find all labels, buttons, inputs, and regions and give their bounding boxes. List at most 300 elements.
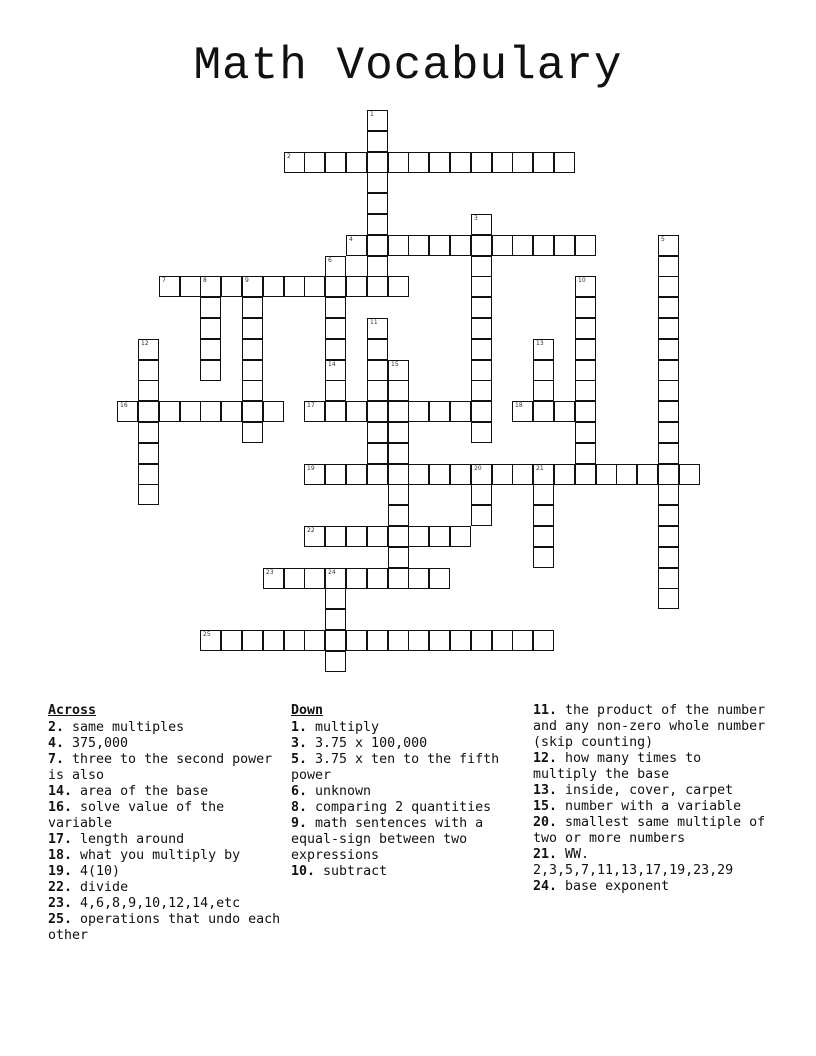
grid-cell[interactable] — [367, 568, 388, 589]
grid-cell[interactable] — [408, 152, 429, 173]
cell-number: 21 — [536, 465, 544, 472]
grid-cell[interactable] — [325, 276, 346, 297]
cell-number: 25 — [203, 631, 211, 638]
grid-cell[interactable] — [242, 339, 263, 360]
clue-item — [48, 784, 284, 800]
grid-cell[interactable] — [221, 630, 242, 651]
grid-cell[interactable] — [471, 339, 492, 360]
grid-cell[interactable] — [575, 464, 596, 485]
grid-cell[interactable] — [138, 422, 159, 443]
grid-cell[interactable] — [284, 568, 305, 589]
grid-cell[interactable] — [408, 630, 429, 651]
clue-text: divide — [72, 880, 129, 895]
grid-cell[interactable] — [471, 380, 492, 401]
clue-text: 4,6,8,9,10,12,14,etc — [72, 896, 241, 911]
clue-number: 23. — [48, 896, 73, 911]
grid-cell[interactable] — [200, 318, 221, 339]
grid-cell[interactable] — [325, 526, 346, 547]
grid-cell[interactable] — [388, 505, 409, 526]
grid-cell[interactable] — [388, 464, 409, 485]
grid-cell[interactable] — [492, 235, 513, 256]
grid-cell[interactable] — [200, 401, 221, 422]
grid-cell[interactable] — [533, 505, 554, 526]
grid-cell[interactable] — [658, 526, 679, 547]
grid-cell[interactable] — [554, 152, 575, 173]
clue-number: 9. — [291, 816, 308, 831]
grid-cell[interactable] — [284, 630, 305, 651]
grid-cell[interactable] — [242, 318, 263, 339]
grid-cell[interactable] — [658, 256, 679, 277]
grid-cell[interactable] — [388, 630, 409, 651]
grid-cell[interactable] — [388, 152, 409, 173]
clue-item — [291, 784, 527, 800]
clue-item — [533, 783, 769, 799]
clue-text: three to the second power is also — [48, 752, 273, 783]
grid-cell[interactable] — [367, 339, 388, 360]
grid-cell[interactable] — [512, 235, 533, 256]
clue-text: length around — [72, 832, 185, 847]
grid-cell[interactable] — [242, 401, 263, 422]
grid-cell[interactable] — [679, 464, 700, 485]
clue-item — [291, 800, 527, 816]
grid-cell[interactable] — [575, 276, 596, 297]
cell-number: 24 — [328, 569, 336, 576]
down-heading: Down — [291, 703, 324, 718]
down-clues — [291, 703, 527, 880]
grid-cell[interactable] — [388, 568, 409, 589]
clue-item — [48, 848, 284, 864]
grid-cell[interactable] — [221, 401, 242, 422]
grid-cell[interactable] — [304, 526, 325, 547]
grid-cell[interactable] — [346, 526, 367, 547]
grid-cell[interactable] — [658, 318, 679, 339]
grid-cell[interactable] — [408, 568, 429, 589]
grid-cell[interactable] — [533, 464, 554, 485]
down-clues-continued — [533, 703, 769, 895]
grid-cell[interactable] — [388, 235, 409, 256]
grid-cell[interactable] — [367, 318, 388, 339]
grid-cell[interactable] — [471, 297, 492, 318]
grid-cell[interactable] — [200, 339, 221, 360]
clue-text: 4(10) — [72, 864, 121, 879]
grid-cell[interactable] — [159, 401, 180, 422]
grid-cell[interactable] — [367, 131, 388, 152]
cell-number: 9 — [245, 277, 249, 284]
clue-item — [48, 864, 284, 880]
grid-cell[interactable] — [471, 256, 492, 277]
clue-text: subtract — [315, 864, 388, 879]
clue-number: 18. — [48, 848, 73, 863]
grid-cell[interactable] — [492, 464, 513, 485]
clue-text: 3.75 x ten to the fifth power — [291, 752, 500, 783]
grid-cell[interactable] — [533, 484, 554, 505]
grid-cell[interactable] — [471, 630, 492, 651]
clue-number: 22. — [48, 880, 73, 895]
cell-number: 7 — [162, 277, 166, 284]
grid-cell[interactable] — [450, 526, 471, 547]
grid-cell[interactable] — [242, 422, 263, 443]
cell-number: 19 — [307, 465, 315, 472]
clue-item — [291, 816, 527, 864]
grid-cell[interactable] — [575, 380, 596, 401]
grid-cell[interactable] — [450, 152, 471, 173]
grid-cell[interactable] — [471, 422, 492, 443]
grid-cell[interactable] — [533, 152, 554, 173]
grid-cell[interactable] — [533, 547, 554, 568]
grid-cell[interactable] — [471, 235, 492, 256]
clue-number: 20. — [533, 815, 558, 830]
grid-cell[interactable] — [367, 443, 388, 464]
clue-number: 7. — [48, 752, 65, 767]
grid-cell[interactable] — [388, 401, 409, 422]
grid-cell[interactable] — [429, 464, 450, 485]
cell-number: 22 — [307, 527, 315, 534]
grid-cell[interactable] — [533, 630, 554, 651]
grid-cell[interactable] — [658, 505, 679, 526]
clue-text: the product of the number and any non-zero whole number (skip counting) — [533, 703, 766, 750]
grid-cell[interactable] — [492, 152, 513, 173]
grid-cell[interactable] — [575, 360, 596, 381]
grid-cell[interactable] — [471, 401, 492, 422]
cell-number: 23 — [266, 569, 274, 576]
grid-cell[interactable] — [471, 318, 492, 339]
clue-text: solve value of the variable — [48, 800, 225, 831]
grid-cell[interactable] — [346, 152, 367, 173]
grid-cell[interactable] — [325, 339, 346, 360]
clue-item — [48, 832, 284, 848]
grid-cell[interactable] — [658, 588, 679, 609]
grid-cell[interactable] — [367, 152, 388, 173]
clue-item — [291, 752, 527, 784]
grid-cell[interactable] — [575, 422, 596, 443]
grid-cell[interactable] — [138, 380, 159, 401]
clue-number: 5. — [291, 752, 308, 767]
clue-text: WW. 2,3,5,7,11,13,17,19,23,29 — [533, 847, 734, 878]
grid-cell[interactable] — [367, 276, 388, 297]
grid-cell[interactable] — [325, 401, 346, 422]
cell-number: 4 — [349, 236, 353, 243]
grid-cell[interactable] — [575, 401, 596, 422]
grid-cell[interactable] — [450, 464, 471, 485]
grid-cell[interactable] — [180, 276, 201, 297]
grid-cell[interactable] — [138, 401, 159, 422]
clue-number: 1. — [291, 720, 308, 735]
grid-cell[interactable] — [242, 380, 263, 401]
grid-cell[interactable] — [325, 464, 346, 485]
grid-cell[interactable] — [450, 235, 471, 256]
grid-cell[interactable] — [388, 484, 409, 505]
grid-cell[interactable] — [284, 276, 305, 297]
grid-cell[interactable] — [575, 339, 596, 360]
grid-cell[interactable] — [346, 401, 367, 422]
grid-cell[interactable] — [367, 422, 388, 443]
grid-cell[interactable] — [471, 360, 492, 381]
grid-cell[interactable] — [658, 339, 679, 360]
grid-cell[interactable] — [388, 547, 409, 568]
grid-cell[interactable] — [367, 214, 388, 235]
grid-cell[interactable] — [263, 401, 284, 422]
grid-cell[interactable] — [325, 318, 346, 339]
clue-item — [533, 815, 769, 847]
clue-number: 8. — [291, 800, 308, 815]
clue-text: area of the base — [72, 784, 209, 799]
grid-cell[interactable] — [429, 568, 450, 589]
grid-cell[interactable] — [658, 443, 679, 464]
cell-number: 6 — [328, 257, 332, 264]
grid-cell[interactable] — [471, 152, 492, 173]
grid-cell[interactable] — [596, 464, 617, 485]
grid-cell[interactable] — [512, 630, 533, 651]
grid-cell[interactable] — [471, 505, 492, 526]
grid-cell[interactable] — [325, 152, 346, 173]
grid-cell[interactable] — [304, 464, 325, 485]
grid-cell[interactable] — [200, 630, 221, 651]
clue-text: inside, cover, carpet — [557, 783, 734, 798]
clue-number: 10. — [291, 864, 316, 879]
grid-cell[interactable] — [637, 464, 658, 485]
grid-cell[interactable] — [200, 297, 221, 318]
grid-cell[interactable] — [180, 401, 201, 422]
grid-cell[interactable] — [658, 464, 679, 485]
clue-number: 25. — [48, 912, 73, 927]
grid-cell[interactable] — [138, 443, 159, 464]
grid-cell[interactable] — [429, 526, 450, 547]
grid-cell[interactable] — [367, 526, 388, 547]
grid-cell[interactable] — [658, 401, 679, 422]
grid-cell[interactable] — [554, 235, 575, 256]
grid-cell[interactable] — [533, 235, 554, 256]
grid-cell[interactable] — [575, 235, 596, 256]
grid-cell[interactable] — [471, 214, 492, 235]
cell-number: 15 — [391, 361, 399, 368]
grid-cell[interactable] — [658, 235, 679, 256]
grid-cell[interactable] — [242, 297, 263, 318]
cell-number: 14 — [328, 361, 336, 368]
clue-text: number with a variable — [557, 799, 742, 814]
cell-number: 1 — [370, 111, 374, 118]
across-clues — [48, 703, 284, 944]
grid-cell[interactable] — [471, 464, 492, 485]
clue-item — [533, 879, 769, 895]
across-heading: Across — [48, 703, 97, 718]
grid-cell[interactable] — [367, 235, 388, 256]
grid-cell[interactable] — [138, 339, 159, 360]
grid-cell[interactable] — [263, 568, 284, 589]
grid-cell[interactable] — [658, 276, 679, 297]
grid-cell[interactable] — [325, 360, 346, 381]
grid-cell[interactable] — [575, 297, 596, 318]
grid-cell[interactable] — [304, 630, 325, 651]
grid-cell[interactable] — [616, 464, 637, 485]
grid-cell[interactable] — [429, 152, 450, 173]
grid-cell[interactable] — [471, 484, 492, 505]
clue-text: how many times to multiply the base — [533, 751, 702, 782]
clue-text: what you multiply by — [72, 848, 241, 863]
grid-cell[interactable] — [367, 110, 388, 131]
cell-number: 13 — [536, 340, 544, 347]
grid-cell[interactable] — [512, 464, 533, 485]
grid-cell[interactable] — [367, 256, 388, 277]
grid-cell[interactable] — [325, 380, 346, 401]
grid-cell[interactable] — [304, 276, 325, 297]
clue-item — [48, 896, 284, 912]
grid-cell[interactable] — [450, 401, 471, 422]
grid-cell[interactable] — [388, 422, 409, 443]
clue-text: operations that undo each other — [48, 912, 281, 943]
grid-cell[interactable] — [325, 609, 346, 630]
clue-text: unknown — [307, 784, 372, 799]
clue-text: math sentences with a equal-sign between two expressions — [291, 816, 484, 863]
grid-cell[interactable] — [367, 172, 388, 193]
cell-number: 11 — [370, 319, 378, 326]
grid-cell[interactable] — [325, 588, 346, 609]
clue-number: 6. — [291, 784, 308, 799]
grid-cell[interactable] — [450, 630, 471, 651]
grid-cell[interactable] — [346, 464, 367, 485]
grid-cell[interactable] — [367, 360, 388, 381]
grid-cell[interactable] — [388, 360, 409, 381]
cell-number: 3 — [474, 215, 478, 222]
grid-cell[interactable] — [554, 401, 575, 422]
grid-cell[interactable] — [325, 651, 346, 672]
grid-cell[interactable] — [388, 526, 409, 547]
grid-cell[interactable] — [533, 339, 554, 360]
grid-cell[interactable] — [367, 380, 388, 401]
clue-text: base exponent — [557, 879, 670, 894]
grid-cell[interactable] — [159, 276, 180, 297]
grid-cell[interactable] — [138, 360, 159, 381]
grid-cell[interactable] — [304, 568, 325, 589]
clue-item — [533, 703, 769, 751]
grid-cell[interactable] — [346, 235, 367, 256]
grid-cell[interactable] — [429, 235, 450, 256]
puzzle-title: Math Vocabulary — [193, 40, 623, 92]
grid-cell[interactable] — [658, 484, 679, 505]
clue-text: 3.75 x 100,000 — [307, 736, 428, 751]
cell-number: 18 — [515, 402, 523, 409]
grid-cell[interactable] — [367, 464, 388, 485]
clue-number: 13. — [533, 783, 558, 798]
clue-item — [533, 751, 769, 783]
clue-number: 11. — [533, 703, 558, 718]
clue-text: same multiples — [64, 720, 185, 735]
clue-number: 24. — [533, 879, 558, 894]
clue-number: 12. — [533, 751, 558, 766]
clue-number: 4. — [48, 736, 65, 751]
clue-item — [291, 864, 527, 880]
grid-cell[interactable] — [658, 568, 679, 589]
grid-cell[interactable] — [408, 401, 429, 422]
grid-cell[interactable] — [533, 526, 554, 547]
grid-cell[interactable] — [138, 484, 159, 505]
grid-cell[interactable] — [658, 547, 679, 568]
grid-cell[interactable] — [533, 380, 554, 401]
grid-cell[interactable] — [346, 276, 367, 297]
grid-cell[interactable] — [242, 276, 263, 297]
clue-text: 375,000 — [64, 736, 129, 751]
grid-cell[interactable] — [325, 297, 346, 318]
grid-cell[interactable] — [367, 193, 388, 214]
clue-number: 3. — [291, 736, 308, 751]
clue-item — [533, 847, 769, 879]
cell-number: 17 — [307, 402, 315, 409]
grid-cell[interactable] — [658, 360, 679, 381]
grid-cell[interactable] — [429, 401, 450, 422]
grid-cell[interactable] — [658, 422, 679, 443]
grid-cell[interactable] — [200, 276, 221, 297]
grid-cell[interactable] — [388, 380, 409, 401]
grid-cell[interactable] — [346, 568, 367, 589]
clue-item — [48, 800, 284, 832]
clue-number: 21. — [533, 847, 558, 862]
grid-cell[interactable] — [471, 276, 492, 297]
grid-cell[interactable] — [533, 360, 554, 381]
cell-number: 2 — [287, 153, 291, 160]
clue-item — [533, 799, 769, 815]
grid-cell[interactable] — [492, 630, 513, 651]
grid-cell[interactable] — [658, 297, 679, 318]
grid-cell[interactable] — [658, 380, 679, 401]
grid-cell[interactable] — [429, 630, 450, 651]
grid-cell[interactable] — [512, 401, 533, 422]
grid-cell[interactable] — [325, 630, 346, 651]
clue-number: 14. — [48, 784, 73, 799]
grid-cell[interactable] — [408, 526, 429, 547]
grid-cell[interactable] — [533, 401, 554, 422]
cell-number: 5 — [661, 236, 665, 243]
grid-cell[interactable] — [367, 630, 388, 651]
grid-cell[interactable] — [554, 464, 575, 485]
clue-text: comparing 2 quantities — [307, 800, 492, 815]
clue-item — [48, 880, 284, 896]
clue-item — [291, 736, 527, 752]
grid-cell[interactable] — [388, 276, 409, 297]
cell-number: 12 — [141, 340, 149, 347]
grid-cell[interactable] — [575, 318, 596, 339]
grid-cell[interactable] — [284, 152, 305, 173]
grid-cell[interactable] — [388, 443, 409, 464]
grid-cell[interactable] — [304, 152, 325, 173]
grid-cell[interactable] — [325, 568, 346, 589]
grid-cell[interactable] — [408, 235, 429, 256]
grid-cell[interactable] — [117, 401, 138, 422]
cell-number: 8 — [203, 277, 207, 284]
cell-number: 16 — [120, 402, 128, 409]
clue-number: 15. — [533, 799, 558, 814]
grid-cell[interactable] — [138, 464, 159, 485]
grid-cell[interactable] — [575, 443, 596, 464]
grid-cell[interactable] — [346, 630, 367, 651]
grid-cell[interactable] — [200, 360, 221, 381]
grid-cell[interactable] — [408, 464, 429, 485]
clue-item — [48, 912, 284, 944]
clue-number: 17. — [48, 832, 73, 847]
grid-cell[interactable] — [263, 630, 284, 651]
grid-cell[interactable] — [325, 256, 346, 277]
clue-number: 2. — [48, 720, 65, 735]
grid-cell[interactable] — [221, 276, 242, 297]
clue-item — [48, 736, 284, 752]
grid-cell[interactable] — [304, 401, 325, 422]
cell-number: 20 — [474, 465, 482, 472]
clue-text: smallest same multiple of two or more numbers — [533, 815, 766, 846]
grid-cell[interactable] — [242, 360, 263, 381]
grid-cell[interactable] — [367, 401, 388, 422]
grid-cell[interactable] — [242, 630, 263, 651]
clue-number: 19. — [48, 864, 73, 879]
grid-cell[interactable] — [263, 276, 284, 297]
grid-cell[interactable] — [512, 152, 533, 173]
